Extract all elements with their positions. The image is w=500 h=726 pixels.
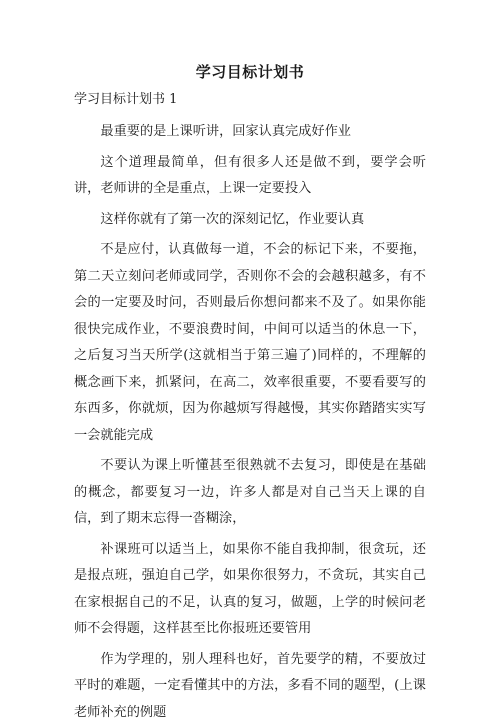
paragraph-1: 最重要的是上课听讲，回家认真完成好作业 xyxy=(74,119,426,146)
document-title: 学习目标计划书 xyxy=(74,62,426,82)
paragraph-2: 这个道理最简单，但有很多人还是做不到，要学会听讲，老师讲的全是重点，上课一定要投入 xyxy=(74,150,426,203)
paragraph-7: 作为学理的，别人理科也好，首先要学的精，不要放过平时的难题，一定看懂其中的方法，多看不同的题型，(上课老师补充的例题 xyxy=(74,647,426,726)
paragraph-5: 不要认为课上听懂甚至很熟就不去复习，即使是在基础的概念，都要复习一边，许多人都是对自己当天上课的自信，到了期末忘得一沓糊涂， xyxy=(74,453,426,533)
paragraph-3: 这样你就有了第一次的深刻记忆，作业要认真 xyxy=(74,207,426,234)
document-subtitle: 学习目标计划书 1 xyxy=(74,90,426,110)
paragraph-6: 补课班可以适当上，如果你不能自我抑制，很贪玩，还是报点班，强迫自己学，如果你很努力，不贪玩，其实自己在家根据自己的不足，认真的复习，做题，上学的时候问老师不会得题，这样甚至比你报班还要管用 xyxy=(74,537,426,643)
paragraph-4: 不是应付，认真做每一道，不会的标记下来，不要拖，第二天立刻问老师或同学，否则你不会的会越积越多，有不会的一定要及时问，否则最后你想问都来不及了。如果你能很快完成作业，不要浪费时间，中间可以适当的休息一下，之后复习当天所学(这就相当于第三遍了)同样的，不理解的概念画下来，抓紧问，在高二，效率很重要，不要看要写的东西多，你就烦，因为你越烦写得越慢，其实你踏踏实实写一会就能完成 xyxy=(74,237,426,449)
